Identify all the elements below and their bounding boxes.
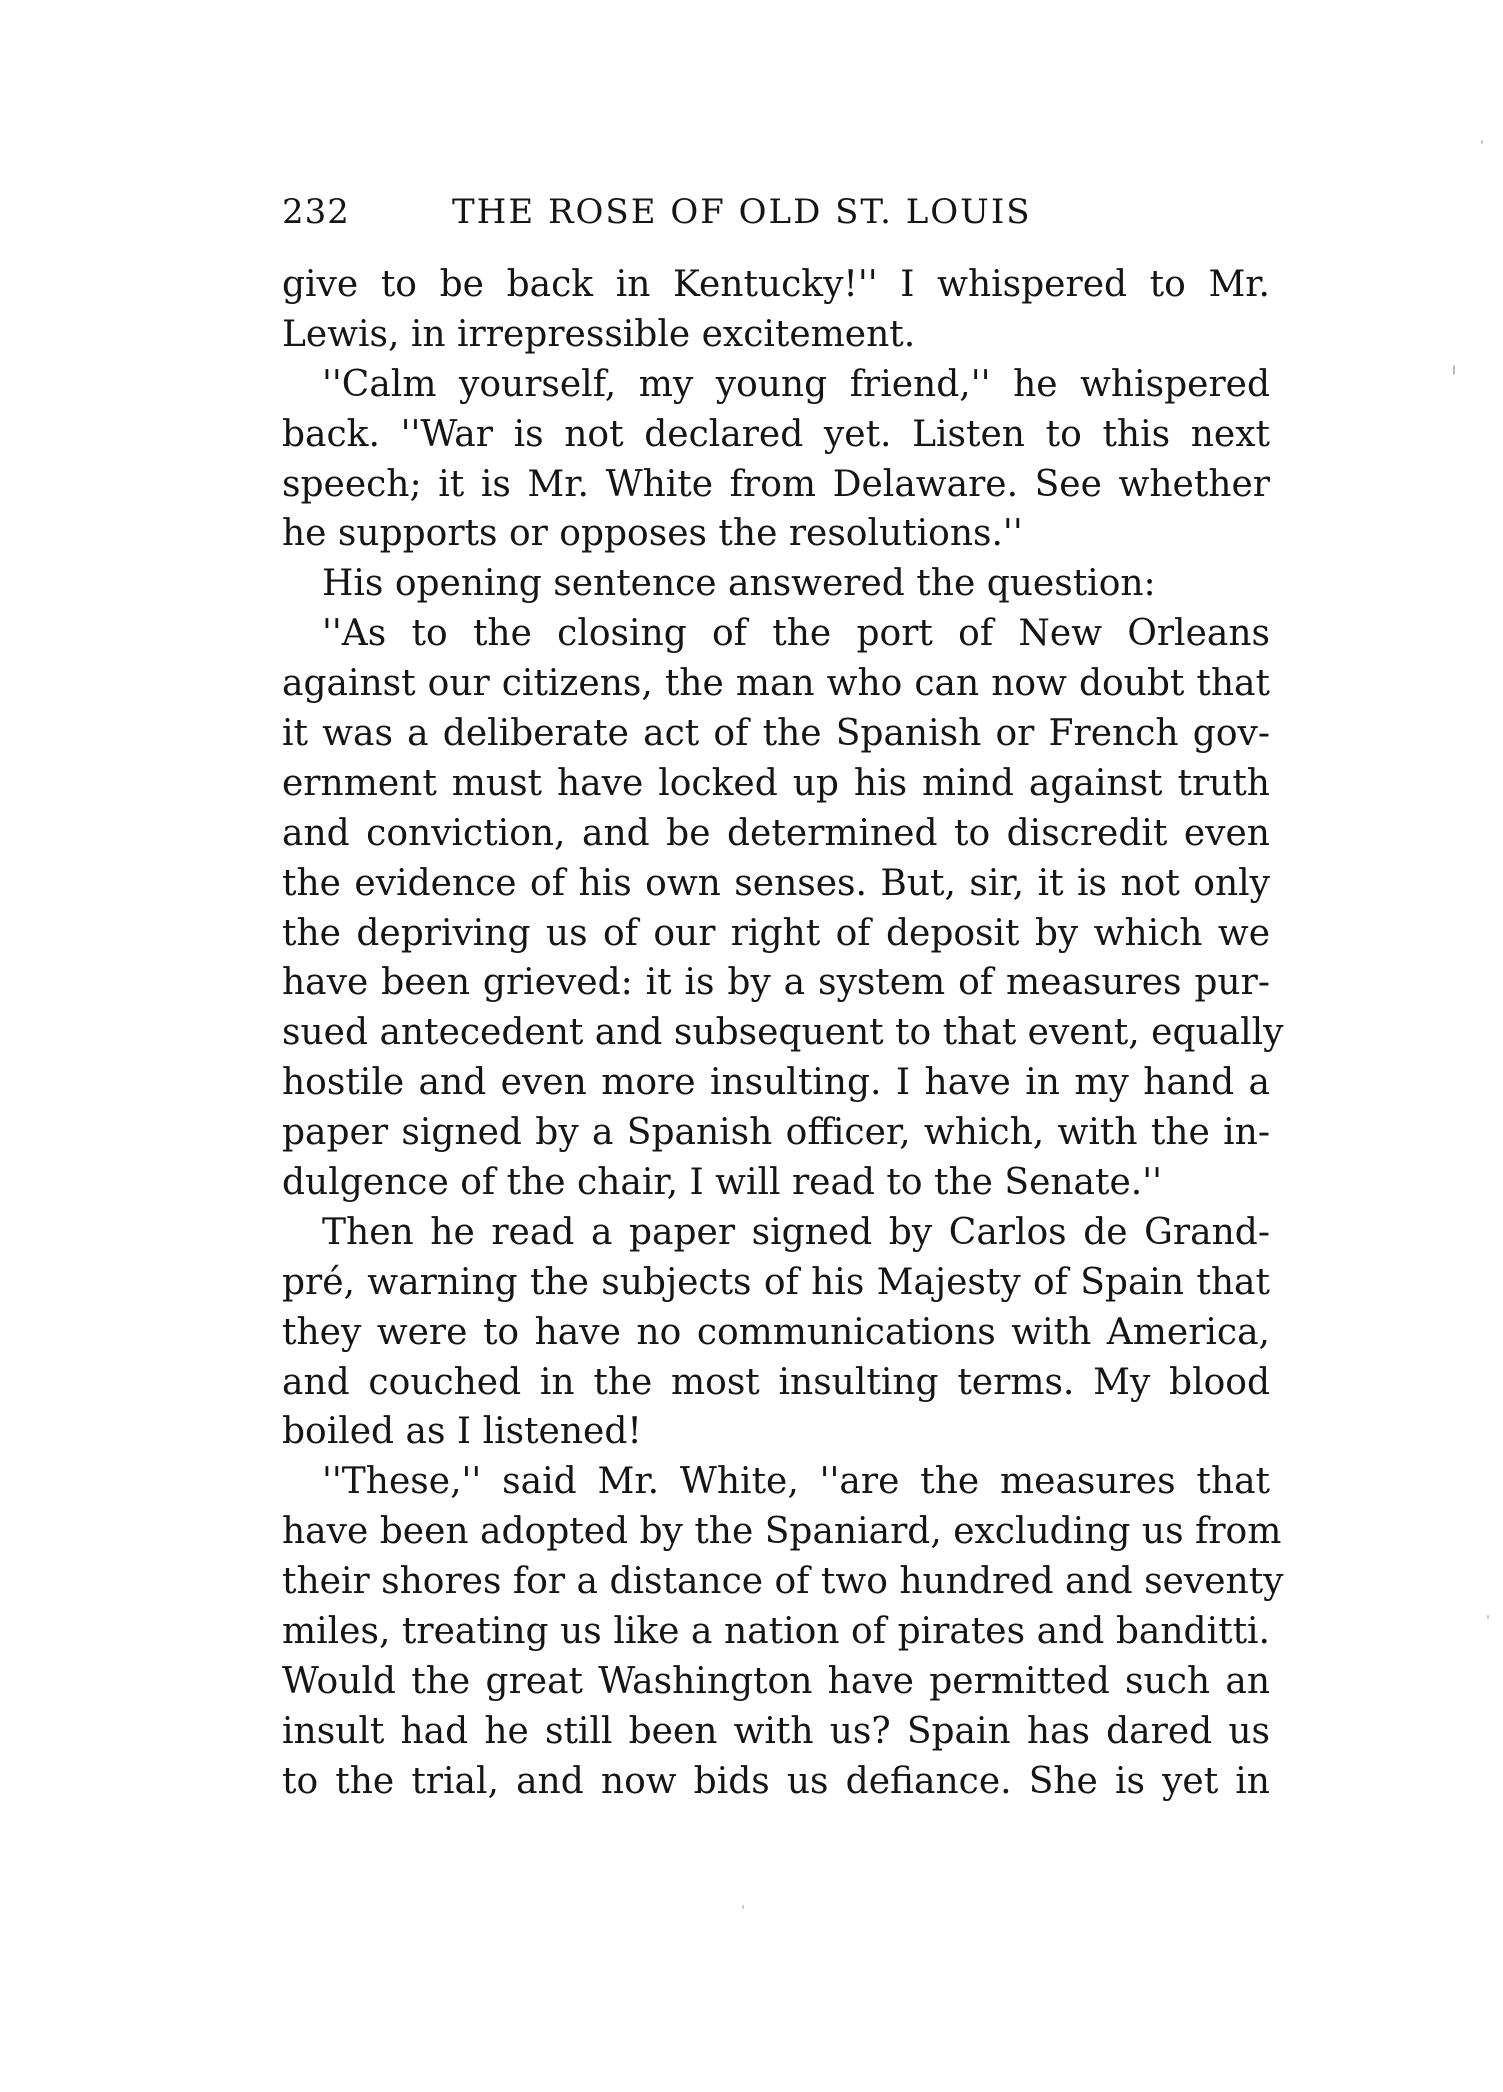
text-line: it was a deliberate act of the Spanish or French gov- <box>282 713 1270 755</box>
scan-speck <box>1453 365 1455 375</box>
text-line: against our citizens, the man who can now doubt that <box>282 663 1270 705</box>
text-line: hostile and even more insulting. I have in my hand a <box>282 1062 1270 1104</box>
text-line: Would the great Washington have permitted such an <box>282 1660 1270 1702</box>
text-line: speech; it is Mr. White from Delaware. See whether <box>282 463 1270 505</box>
text-line: the evidence of his own senses. But, sir, it is not only <box>282 862 1270 904</box>
text-line: to the trial, and now bids us defiance. She is yet in <box>282 1760 1270 1802</box>
text-line: ''As to the closing of the port of New Orleans <box>322 613 1270 655</box>
text-line: and conviction, and be determined to discredit even <box>282 812 1270 854</box>
scan-speck <box>1481 140 1483 144</box>
text-line: pré, warning the subjects of his Majesty of Spain that <box>282 1261 1270 1303</box>
text-line: have been grieved: it is by a system of measures pur- <box>282 962 1270 1004</box>
text-line: he supports or opposes the resolutions.'' <box>282 513 1023 555</box>
text-line: give to be back in Kentucky!'' I whispered to Mr. <box>282 264 1270 305</box>
text-line: sued antecedent and subsequent to that event, equally <box>282 1012 1284 1054</box>
text-line: ''These,'' said Mr. White, ''are the measures that <box>322 1461 1270 1503</box>
scan-speck <box>742 1905 744 1909</box>
body-text <box>282 260 1284 1807</box>
text-line: Then he read a paper signed by Carlos de Grand- <box>322 1211 1270 1253</box>
text-line: boiled as I listened! <box>282 1411 642 1453</box>
text-line: and couched in the most insulting terms. My blood <box>282 1361 1270 1403</box>
text-line: have been adopted by the Spaniard, excluding us from <box>282 1511 1282 1553</box>
text-line: they were to have no communications with America, <box>282 1311 1270 1353</box>
text-line: ''Calm yourself, my young friend,'' he whispered <box>322 363 1270 405</box>
text-line: the depriving us of our right of deposit by which we <box>282 912 1270 954</box>
page-number: 232 <box>282 192 350 232</box>
text-line: their shores for a distance of two hundred and seventy <box>282 1561 1284 1603</box>
text-line: Lewis, in irrepressible excitement. <box>282 313 916 355</box>
text-line: His opening sentence answered the question: <box>322 563 1156 605</box>
running-title: THE ROSE OF OLD ST. LOUIS <box>452 192 1032 232</box>
text-line: dulgence of the chair, I will read to the Senate.'' <box>282 1162 1163 1204</box>
text-line: back. ''War is not declared yet. Listen to this next <box>282 413 1270 455</box>
text-line: paper signed by a Spanish officer, which, with the in- <box>282 1112 1270 1154</box>
text-line: ernment must have locked up his mind against truth <box>282 762 1270 804</box>
text-line: miles, treating us like a nation of pirates and banditti. <box>282 1611 1270 1653</box>
text-line: insult had he still been with us? Spain has dared us <box>282 1710 1270 1752</box>
scan-speck <box>1487 1615 1489 1619</box>
page-header <box>282 186 1270 238</box>
